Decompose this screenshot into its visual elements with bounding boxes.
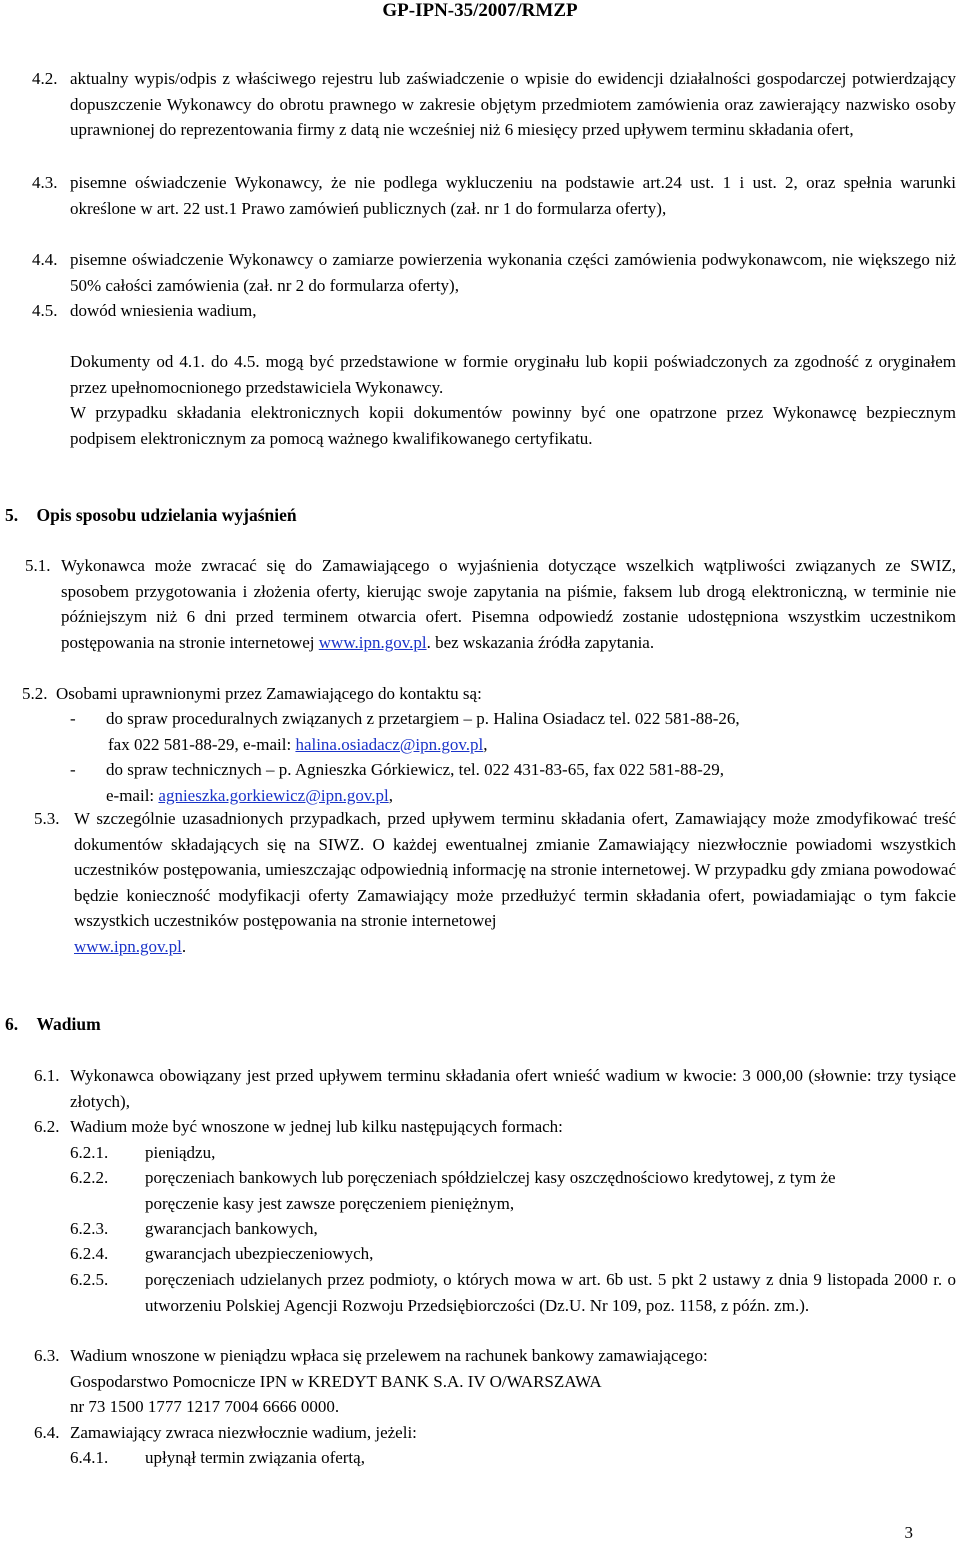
contact-technical: [70, 757, 956, 808]
list-dash: -: [70, 760, 76, 779]
item-text: aktualny wypis/odpis z właściwego rejestru lub zaświadczenie o wpisie do ewidencji działalności gospodarczej potwierdzający dopuszczenie Wykonawcy do obrotu prawnego w zakresie objętym przedmiotem zamówienia oraz zawierający nazwisko osoby uprawnionej do reprezentowania firmy z datą nie wcześniej niż 6 miesięcy przed upływem terminu składania ofert,: [70, 69, 956, 139]
heading-number: 5.: [5, 505, 19, 525]
item-5-2: [22, 681, 956, 707]
email-link-osiadacz[interactable]: halina.osiadacz@ipn.gov.pl: [295, 734, 484, 754]
heading-text: Wadium: [36, 1014, 101, 1034]
item-6-4: [34, 1420, 956, 1446]
item-number: 6.1.: [34, 1066, 60, 1085]
item-number: 4.5.: [32, 301, 58, 320]
electronic-copies-note: W przypadku składania elektronicznych kopii dokumentów powinny być one opatrzone przez Wykonawcę bezpiecznym podpisem elektronicznym za pomocą ważnego kwalifikowanego certyfikatu.: [70, 403, 956, 448]
item-number: 5.2.: [22, 684, 48, 703]
item-5-3: [34, 806, 956, 959]
item-number: 6.2.: [34, 1117, 60, 1136]
list-dash: -: [70, 709, 76, 728]
heading-number: 6.: [5, 1014, 19, 1034]
item-text-part: . bez wskazania źródła zapytania.: [426, 632, 655, 652]
item-text: pisemne oświadczenie Wykonawcy, że nie podlega wykluczeniu na podstawie art.24 ust. 1 i ust. 2, oraz spełnia warunki określone w art. 22 ust.1 Prawo zamówień publicznych (zał. nr 1 do formularza oferty),: [70, 173, 956, 218]
sub-item-text: poręczeniach udzielanych przez podmioty, o których mowa w art. 6b ust. 5 pkt 2 ustawy z dnia 9 listopada 2000 r. o utworzeniu Polskiej Agencji Rozwoju Przedsiębiorczości (Dz.U. Nr 109, poz. 1158, z późn. zm.).: [145, 1270, 956, 1315]
sub-item-number: 6.2.1.: [70, 1143, 109, 1162]
sub-item-number: 6.2.2.: [70, 1168, 109, 1187]
item-number: 4.3.: [32, 173, 58, 192]
sub-item-number: 6.4.1.: [70, 1448, 109, 1467]
item-5-1: [25, 553, 956, 655]
section-5-heading: [5, 503, 605, 529]
item-text: Zamawiający zwraca niezwłocznie wadium, jeżeli:: [70, 1423, 417, 1442]
contact-fax: fax 022 581-88-29, e-mail:: [108, 734, 296, 754]
contact-line: do spraw technicznych – p. Agnieszka Górkiewicz, tel. 022 431-83-65, fax 022 581-88-29,: [106, 760, 724, 779]
contact-email-label: e-mail:: [106, 785, 159, 805]
sub-item-number: 6.2.3.: [70, 1219, 109, 1238]
punctuation: .: [181, 936, 187, 956]
item-number: 5.1.: [25, 556, 51, 575]
item-4-3: [32, 170, 956, 221]
sub-item-text: gwarancjach ubezpieczeniowych,: [145, 1244, 374, 1263]
item-text: Wadium wnoszone w pieniądzu wpłaca się przelewem na rachunek bankowy zamawiającego:: [70, 1346, 708, 1365]
sub-item-6-4-1: [70, 1445, 956, 1471]
item-6-3: [34, 1343, 956, 1420]
document-header: GP-IPN-35/2007/RMZP: [382, 0, 578, 21]
sub-item-number: 6.2.5.: [70, 1270, 109, 1289]
documents-note: Dokumenty od 4.1. do 4.5. mogą być przedstawione w formie oryginału lub kopii poświadczonych za zgodność z oryginałem przez upełnomocnionego przedstawiciela Wykonawcy.: [70, 352, 956, 397]
item-text: pisemne oświadczenie Wykonawcy o zamiarze powierzenia wykonania części zamówienia podwykonawcom, nie większego niż 50% całości zamówienia (zał. nr 2 do formularza oferty),: [70, 250, 956, 295]
punctuation: ,: [483, 734, 488, 754]
contact-line: [106, 783, 956, 809]
item-text-end: [74, 934, 956, 960]
item-text-part: Wykonawca może zwracać się do Zamawiającego o wyjaśnienia dotyczące wszelkich wątpliwości związanych ze SWIZ, sposobem przygotowania i złożenia oferty, kierując swoje zapytania na piśmie, faksem lub drogą elektroniczną, w terminie nie późniejszym niż 6 dni przed terminem otwarcia ofert. Pisemna odpowiedź zostanie udostępniona wszystkim uczestnikom postępowania na stronie internetowej: [61, 556, 956, 652]
sub-item-6-2-1: [70, 1140, 956, 1166]
item-6-1: [34, 1063, 956, 1114]
item-number: 4.2.: [32, 69, 58, 88]
sub-item-6-2-3: [70, 1216, 956, 1242]
item-number: 5.3.: [34, 809, 60, 828]
bank-name: Gospodarstwo Pomocnicze IPN w KREDYT BANK S.A. IV O/WARSZAWA: [70, 1371, 602, 1391]
item-text: Wadium może być wnoszone w jednej lub kilku następujących formach:: [70, 1117, 563, 1136]
bank-account-number: nr 73 1500 1777 1217 7004 6666 0000.: [70, 1397, 340, 1416]
item-6-2: [34, 1114, 956, 1140]
contact-line: do spraw proceduralnych związanych z przetargiem – p. Halina Osiadacz tel. 022 581-88-26,: [106, 709, 740, 728]
item-4-5: [32, 298, 956, 324]
item-number: 6.3.: [34, 1346, 60, 1365]
item-4-4: [32, 247, 956, 298]
sub-item-6-2-4: [70, 1241, 956, 1267]
ipn-website-link[interactable]: www.ipn.gov.pl: [74, 936, 182, 956]
sub-item-6-2-5: [70, 1267, 956, 1318]
sub-item-number: 6.2.4.: [70, 1244, 109, 1263]
sub-item-text: poręczeniach bankowych lub poręczeniach spółdzielczej kasy oszczędnościowo kredytowej, z tym że poręczenie kasy jest zawsze poręczeniem pieniężnym,: [145, 1168, 836, 1213]
sub-item-text: upłynął termin związania ofertą,: [145, 1448, 365, 1467]
sub-item-6-2-2: [70, 1165, 956, 1216]
email-link-gorkiewicz[interactable]: agnieszka.gorkiewicz@ipn.gov.pl: [158, 785, 389, 805]
sub-item-text: pieniądzu,: [145, 1143, 216, 1162]
ipn-website-link[interactable]: www.ipn.gov.pl: [318, 632, 427, 652]
item-number: 6.4.: [34, 1423, 60, 1442]
item-text: Wykonawca obowiązany jest przed upływem terminu składania ofert wnieść wadium w kwocie: 3 000,00 (słownie: trzy tysiące złotych),: [70, 1066, 956, 1111]
contact-line: [108, 732, 956, 758]
item-4-2: [32, 66, 956, 143]
punctuation: ,: [388, 785, 393, 805]
item-text: W szczególnie uzasadnionych przypadkach, przed upływem terminu składania ofert, Zamawiający może zmodyfikować treść dokumentów składających się na SIWZ. O każdej ewentualnej zmianie Zamawiający niezwłocznie powiadomi wszystkich uczestników postępowania, umieszczając odpowiednią informację na stronie internetowej. W przypadku gdy zmiana powodować będzie konieczność modyfikacji oferty Zamawiający może przedłużyć termin składania ofert, powiadamiając o tym fakcie wszystkich uczestników postępowania na stronie internetowej: [74, 809, 956, 930]
item-text: Osobami uprawnionymi przez Zamawiającego do kontaktu są:: [56, 684, 482, 703]
heading-text: Opis sposobu udzielania wyjaśnień: [36, 505, 297, 525]
contact-procedural: [70, 706, 956, 757]
sub-item-text: gwarancjach bankowych,: [145, 1219, 318, 1238]
page-number: 3: [904, 1523, 913, 1542]
item-text: dowód wniesienia wadium,: [70, 301, 257, 320]
section-6-heading: [5, 1012, 405, 1038]
item-text: [61, 553, 956, 655]
item-number: 4.4.: [32, 250, 58, 269]
